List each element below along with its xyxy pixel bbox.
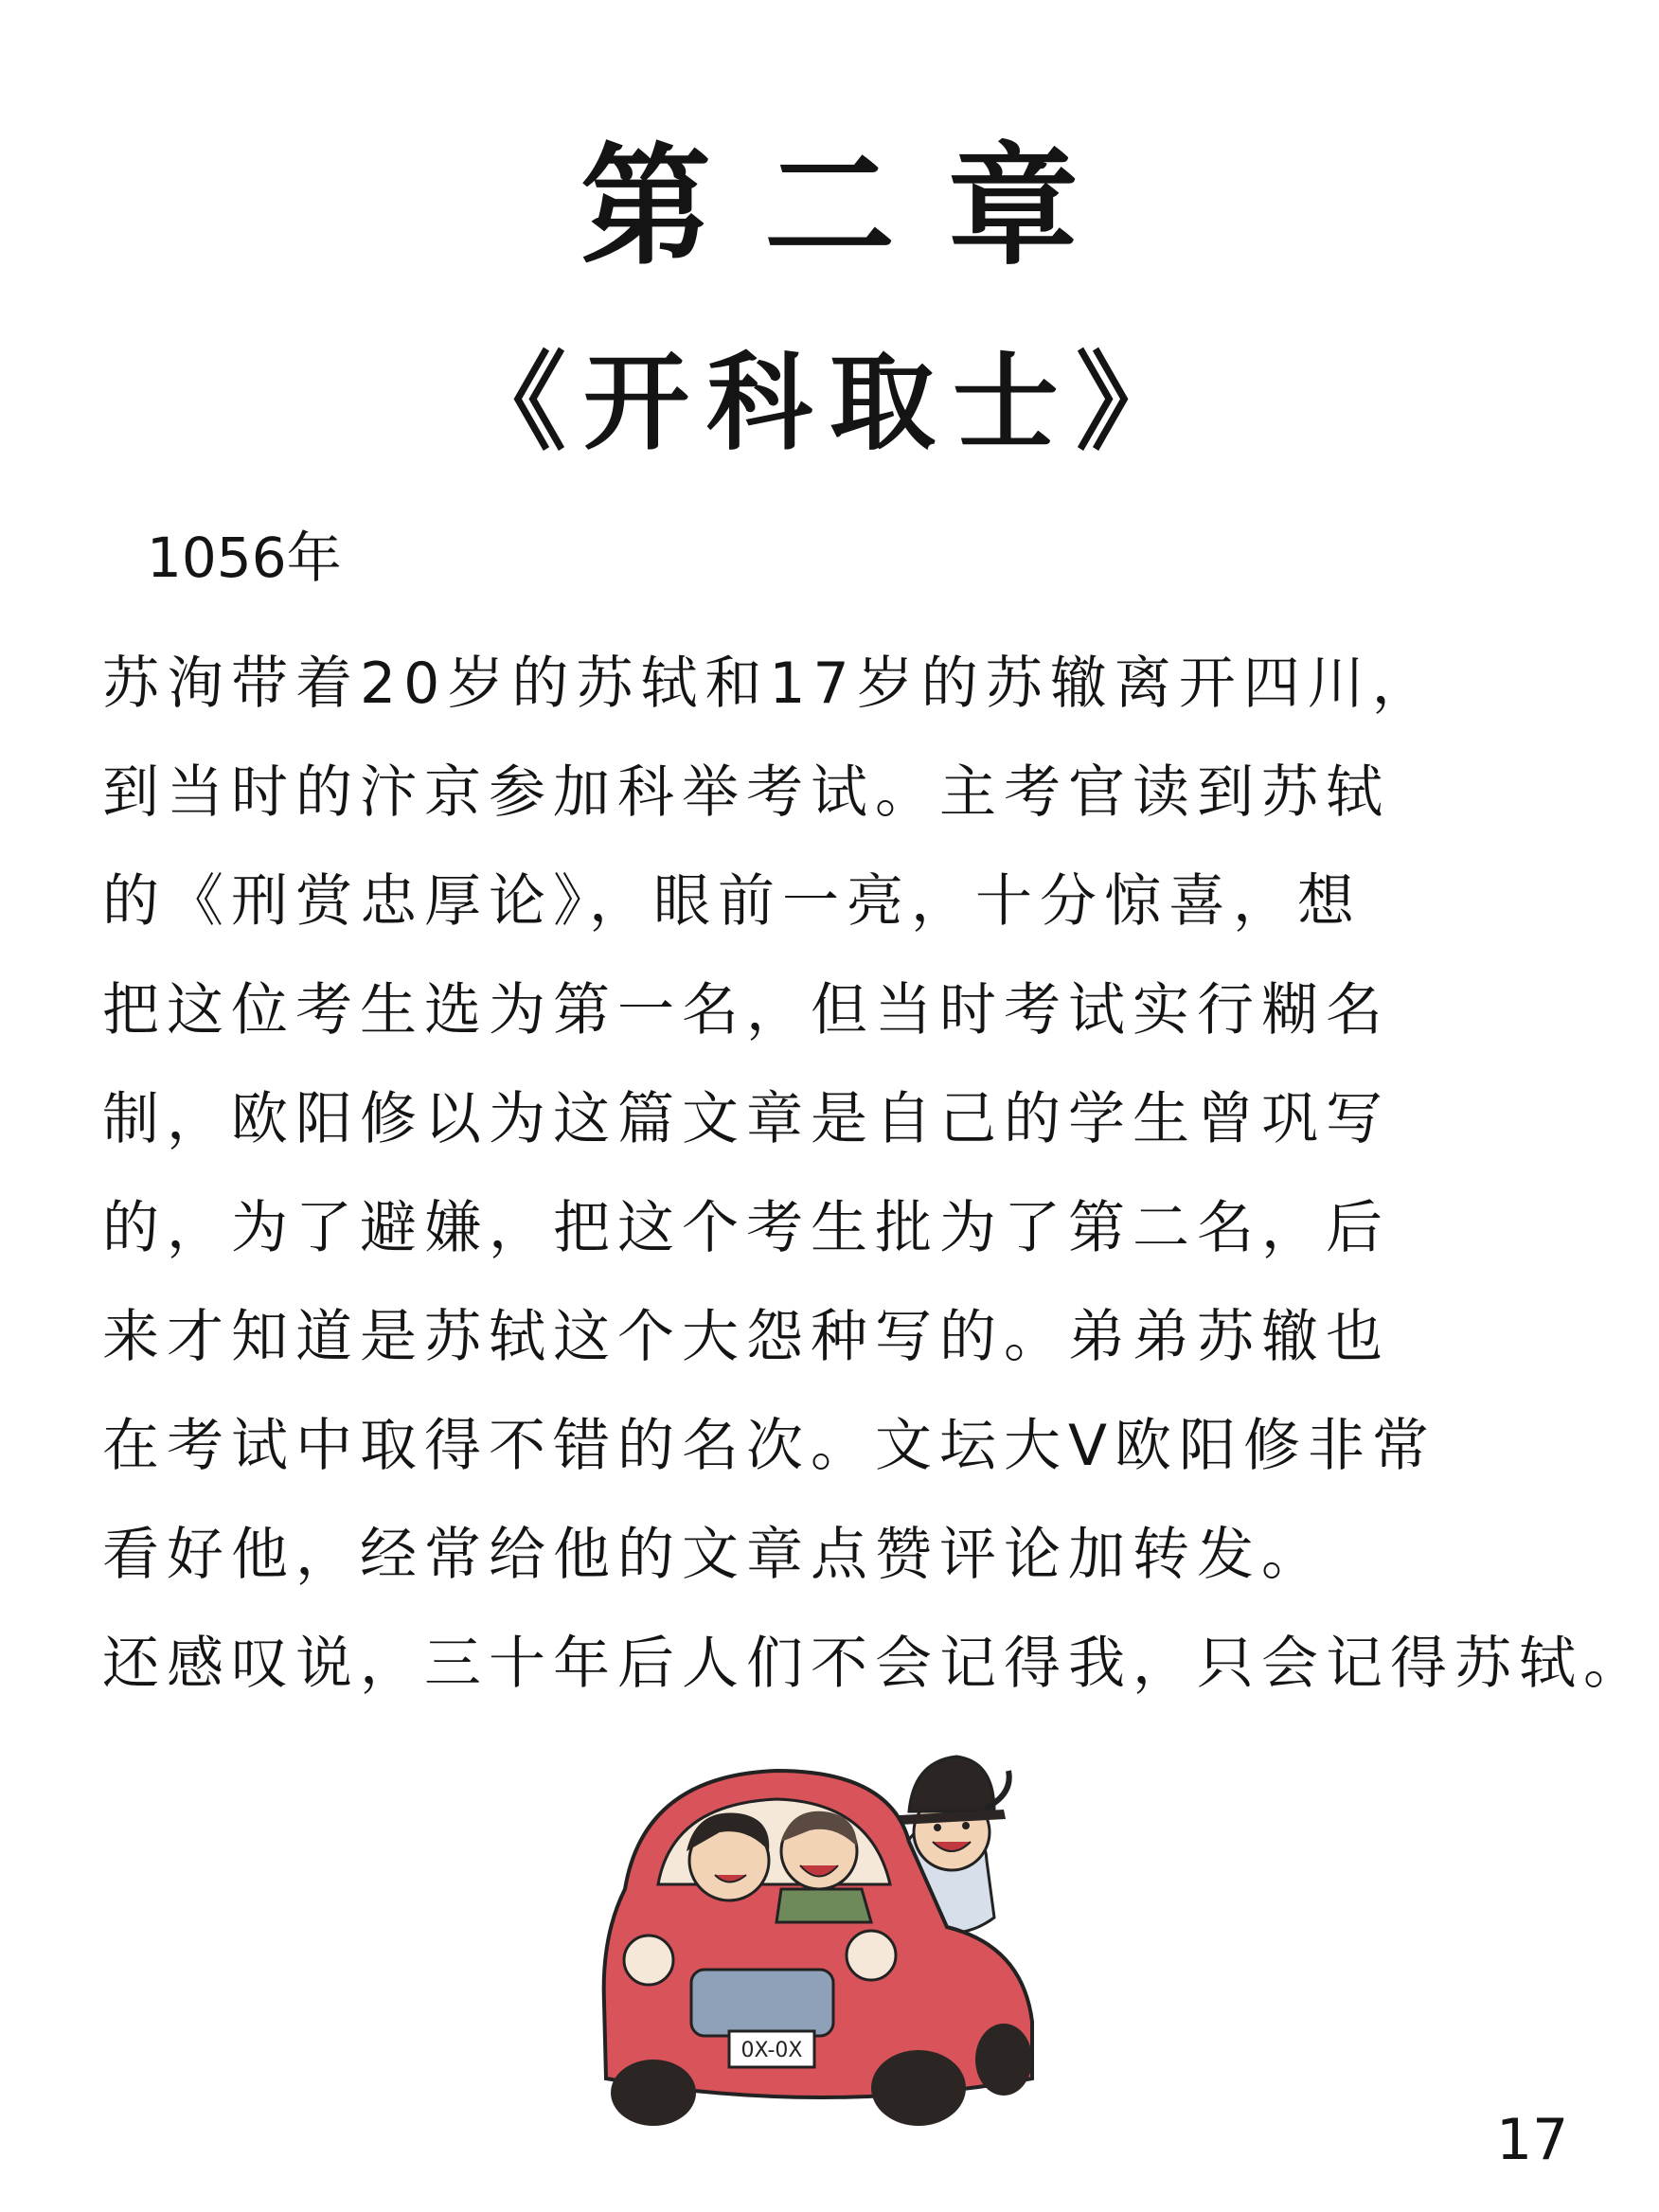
chapter-subtitle: 《开科取士》: [460, 342, 1199, 465]
car-grille: [691, 1970, 833, 2036]
rear-wheel: [975, 2024, 1032, 2096]
body-text: [102, 630, 1655, 1719]
body-line: 苏洵带着20岁的苏轼和17岁的苏辙离开四川，: [102, 651, 1436, 717]
page-number: 17: [1496, 2107, 1569, 2173]
front-left-wheel: [611, 2060, 696, 2126]
body-line: 把这位考生选为第一名，但当时考试实行糊名: [102, 977, 1390, 1044]
car-illustration: [587, 1719, 1061, 2145]
chapter-title: 第二章: [580, 131, 1132, 283]
left-headlight: [624, 1936, 673, 1985]
front-right-wheel: [871, 2050, 966, 2126]
body-line: 的，为了避嫌，把这个考生批为了第二名，后: [102, 1195, 1390, 1261]
body-line: 的《刑赏忠厚论》，眼前一亮，十分惊喜，想: [102, 868, 1362, 935]
body-line: 来才知道是苏轼这个大怨种写的。弟弟苏辙也: [102, 1304, 1390, 1370]
body-line: 在考试中取得不错的名次。文坛大V欧阳修非常: [102, 1413, 1437, 1479]
body-line: 看好他，经常给他的文章点赞评论加转发。: [102, 1522, 1326, 1588]
body-line: 制，欧阳修以为这篇文章是自己的学生曾巩写: [102, 1086, 1390, 1152]
body-line: 还感叹说，三十年后人们不会记得我，只会记得苏轼。: [102, 1631, 1648, 1697]
year-heading: 1056年: [147, 526, 342, 590]
body-line: 到当时的汴京参加科举考试。主考官读到苏轼: [102, 759, 1390, 826]
license-plate-text: 0X-0X: [740, 2039, 803, 2062]
right-headlight: [847, 1931, 896, 1980]
